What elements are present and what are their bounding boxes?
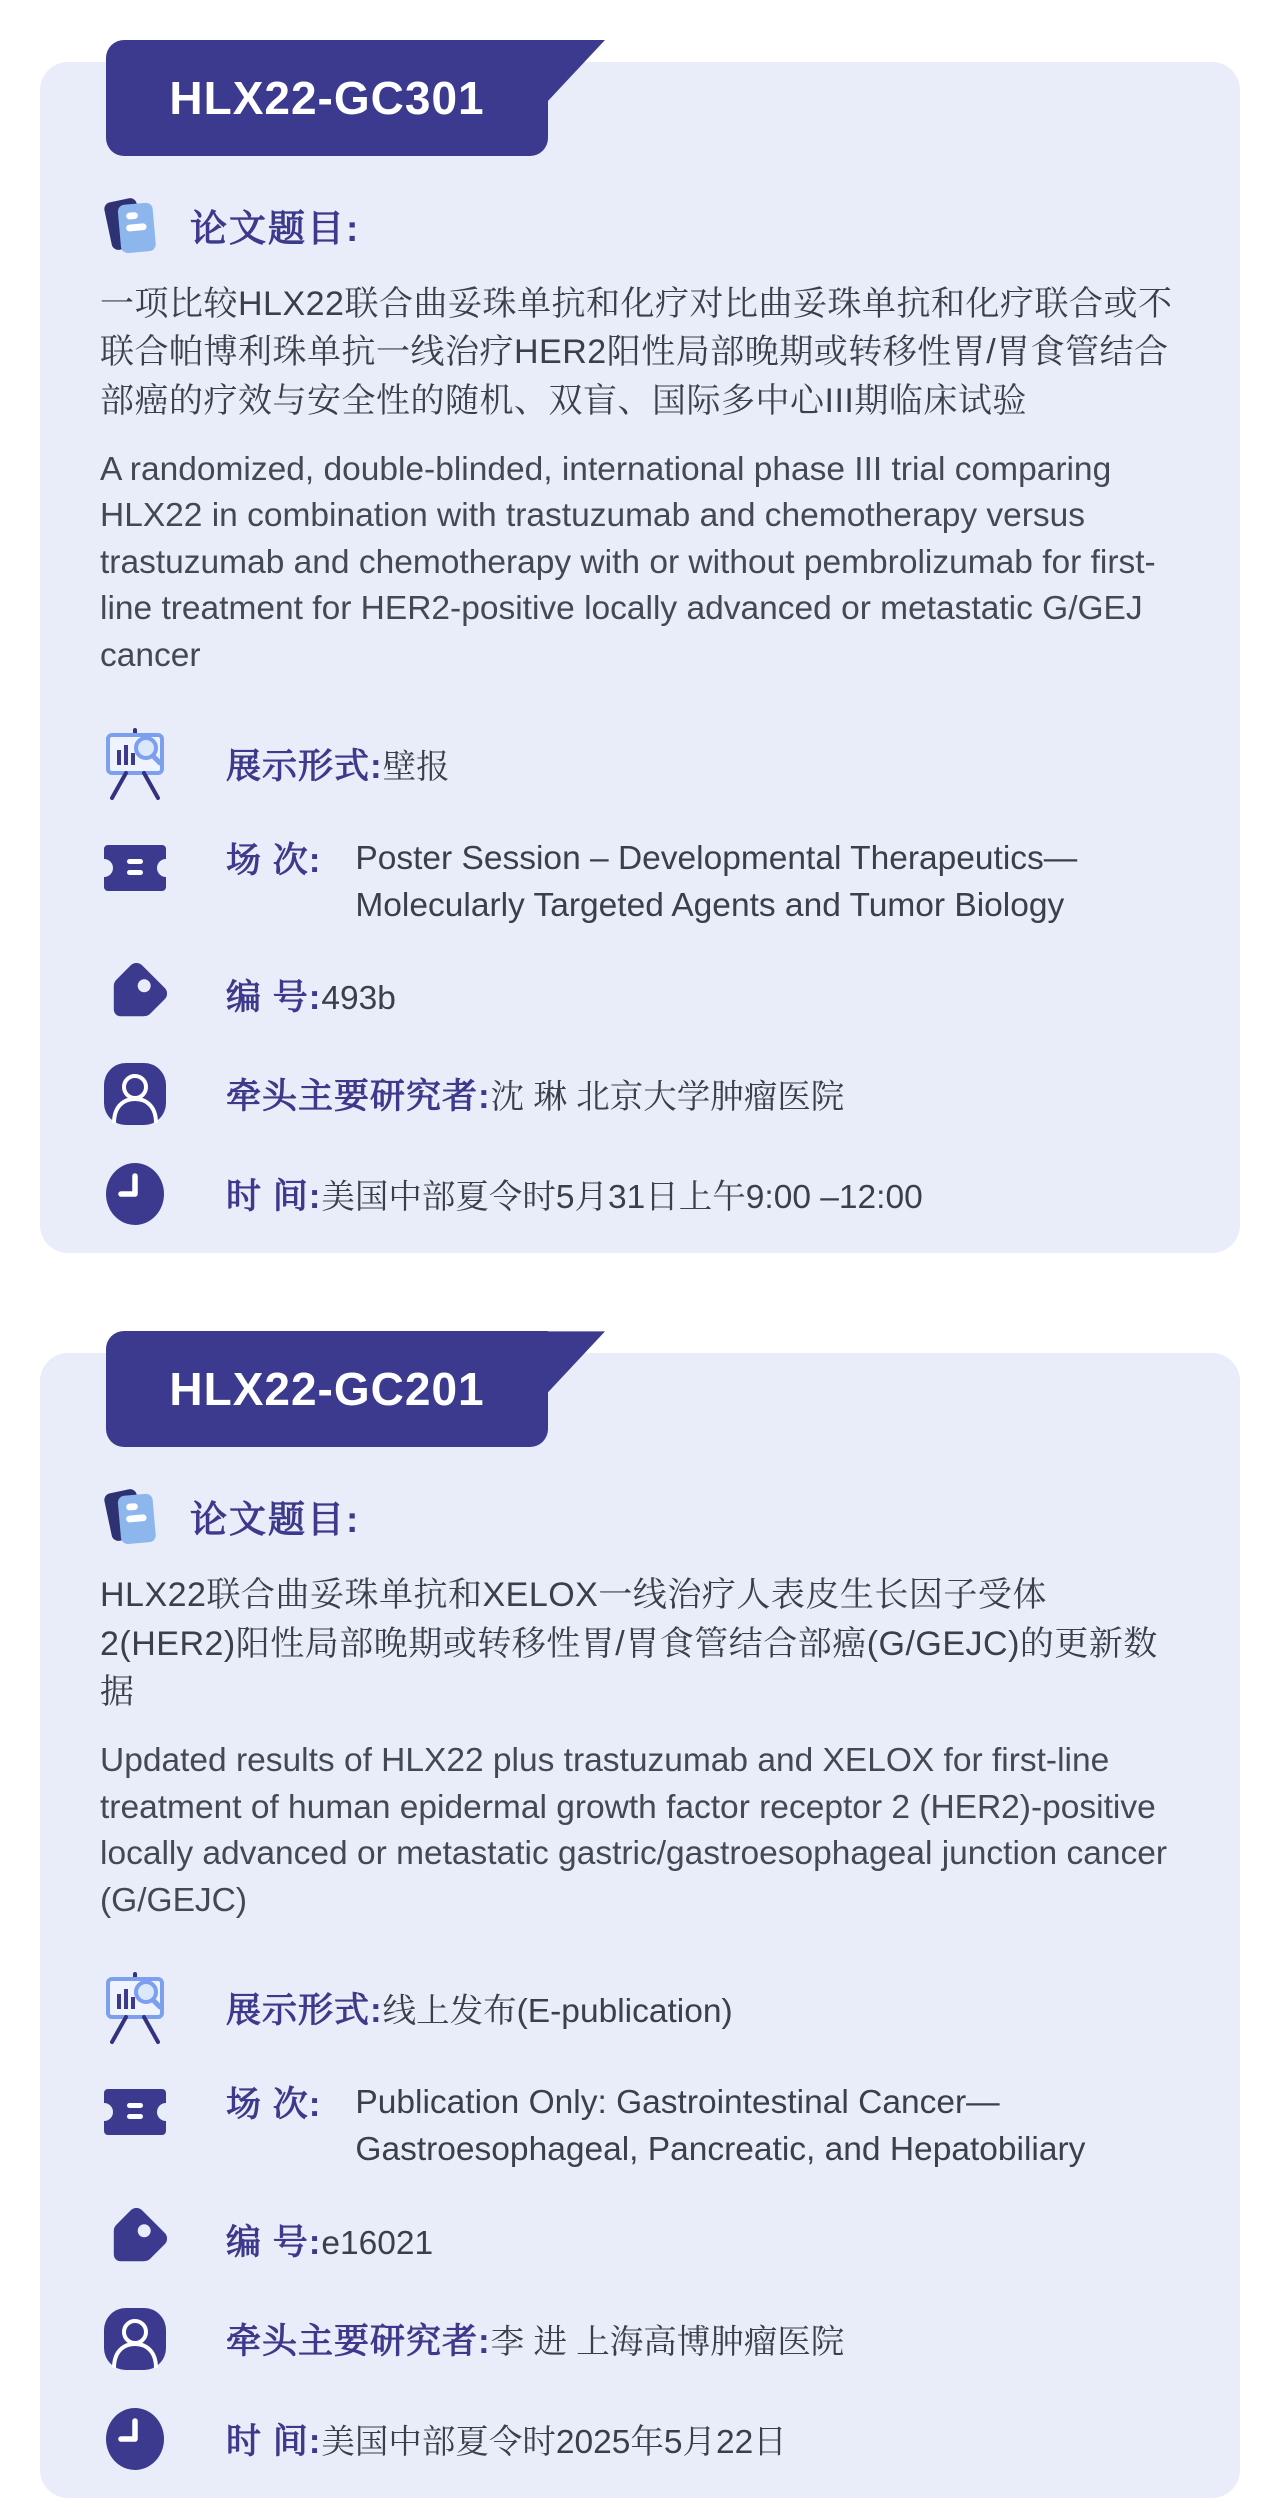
tag-icon xyxy=(100,963,170,1027)
document-icon xyxy=(100,194,162,256)
session-value: Poster Session – Developmental Therapeutics—Molecularly Targeted Agents and Tumor Biology xyxy=(355,839,1078,924)
presentation-board-icon xyxy=(100,726,170,802)
format-row xyxy=(100,1970,1182,2046)
format-value: 壁报 xyxy=(382,748,450,786)
time-text xyxy=(226,1169,923,1219)
clock-icon xyxy=(100,1161,170,1227)
paper-title-label: 论文题目: xyxy=(190,1499,361,1541)
pi-label: 牵头主要研究者: xyxy=(226,2322,491,2362)
pi-label: 牵头主要研究者: xyxy=(226,1077,491,1117)
trial-card xyxy=(40,40,1240,1253)
session-label: 场 次: xyxy=(226,2085,322,2125)
paper-title-row xyxy=(100,1485,1182,1547)
time-value: 美国中部夏令时5月31日上午9:00 –12:00 xyxy=(321,1179,923,1217)
paper-title-zh: HLX22联合曲妥珠单抗和XELOX一线治疗人表皮生长因子受体2(HER2)阳性局部晚期或转移性胃/胃食管结合部癌(G/GEJC)的更新数据 xyxy=(100,1576,1158,1711)
number-label: 编 号: xyxy=(226,978,322,1018)
pi-value: 沈 琳 北京大学肿瘤医院 xyxy=(490,1079,845,1117)
paper-title-zh: 一项比较HLX22联合曲妥珠单抗和化疗对比曲妥珠单抗和化疗联合或不联合帕博利珠单抗一线治疗HER2阳性局部晚期或转移性胃/胃食管结合部癌的疗效与安全性的随机、双盲、国际多中心III期临床试验 xyxy=(100,285,1173,420)
number-row xyxy=(100,2208,1182,2272)
format-row xyxy=(100,726,1182,802)
number-row xyxy=(100,963,1182,1027)
time-row xyxy=(100,1161,1182,1227)
paper-title-label: 论文题目: xyxy=(190,208,361,249)
number-value: e16021 xyxy=(321,2225,434,2263)
person-icon xyxy=(100,1061,170,1127)
time-value: 美国中部夏令时2025年5月22日 xyxy=(321,2424,787,2462)
session-row xyxy=(100,836,1182,930)
format-text xyxy=(226,739,450,789)
format-text xyxy=(226,1983,733,2033)
format-value: 线上发布(E-publication) xyxy=(382,1993,733,2031)
format-label: 展示形式: xyxy=(226,1991,383,2031)
format-label: 展示形式: xyxy=(226,746,383,786)
session-value: Publication Only: Gastrointestinal Cancer—Gastroesophageal, Pancreatic, and Hepatobiliary xyxy=(355,2084,1086,2169)
tag-icon xyxy=(100,2208,170,2272)
card-body xyxy=(40,62,1240,1253)
card-badge xyxy=(106,1331,548,1447)
paper-title-en: A randomized, double-blinded, international phase III trial comparing HLX22 in combination with trastuzumab and chemotherapy versus trastuzumab and chemotherapy with or without pembrolizumab for first-line treatment for HER2-positive locally advanced or metastatic G/GEJ cancer xyxy=(100,450,1156,675)
ticket-icon xyxy=(100,2086,170,2138)
clock-icon xyxy=(100,2406,170,2472)
session-text xyxy=(226,836,1182,930)
paper-title-en: Updated results of HLX22 plus trastuzumab and XELOX for first-line treatment of human epidermal growth factor receptor 2 (HER2)-positive locally advanced or metastatic gastric/gastroesophageal junction cancer (G/GEJC) xyxy=(100,1742,1168,1919)
pi-text xyxy=(226,1069,844,1119)
time-label: 时 间: xyxy=(226,2422,322,2462)
person-icon xyxy=(100,2306,170,2372)
badge-title: HLX22-GC201 xyxy=(169,1363,485,1416)
document-icon xyxy=(100,1485,162,1547)
presentation-board-icon xyxy=(100,1970,170,2046)
time-label: 时 间: xyxy=(226,1177,322,1217)
time-text xyxy=(226,2414,787,2464)
pi-row xyxy=(100,2306,1182,2372)
paper-title-row xyxy=(100,194,1182,256)
ticket-icon xyxy=(100,842,170,894)
time-row xyxy=(100,2406,1182,2472)
number-label: 编 号: xyxy=(226,2223,322,2263)
card-badge xyxy=(106,40,548,156)
session-row xyxy=(100,2080,1182,2174)
session-label: 场 次: xyxy=(226,840,322,880)
card-body xyxy=(40,1353,1240,2498)
number-text xyxy=(226,2215,433,2265)
badge-title: HLX22-GC301 xyxy=(169,72,485,124)
trial-card xyxy=(40,1331,1240,2498)
info-rows xyxy=(100,1970,1182,2472)
info-rows xyxy=(100,726,1182,1228)
number-text xyxy=(226,970,396,1020)
pi-row xyxy=(100,1061,1182,1127)
session-text xyxy=(226,2080,1182,2174)
pi-text xyxy=(226,2314,844,2364)
pi-value: 李 进 上海高博肿瘤医院 xyxy=(490,2324,845,2362)
number-value: 493b xyxy=(321,980,396,1018)
